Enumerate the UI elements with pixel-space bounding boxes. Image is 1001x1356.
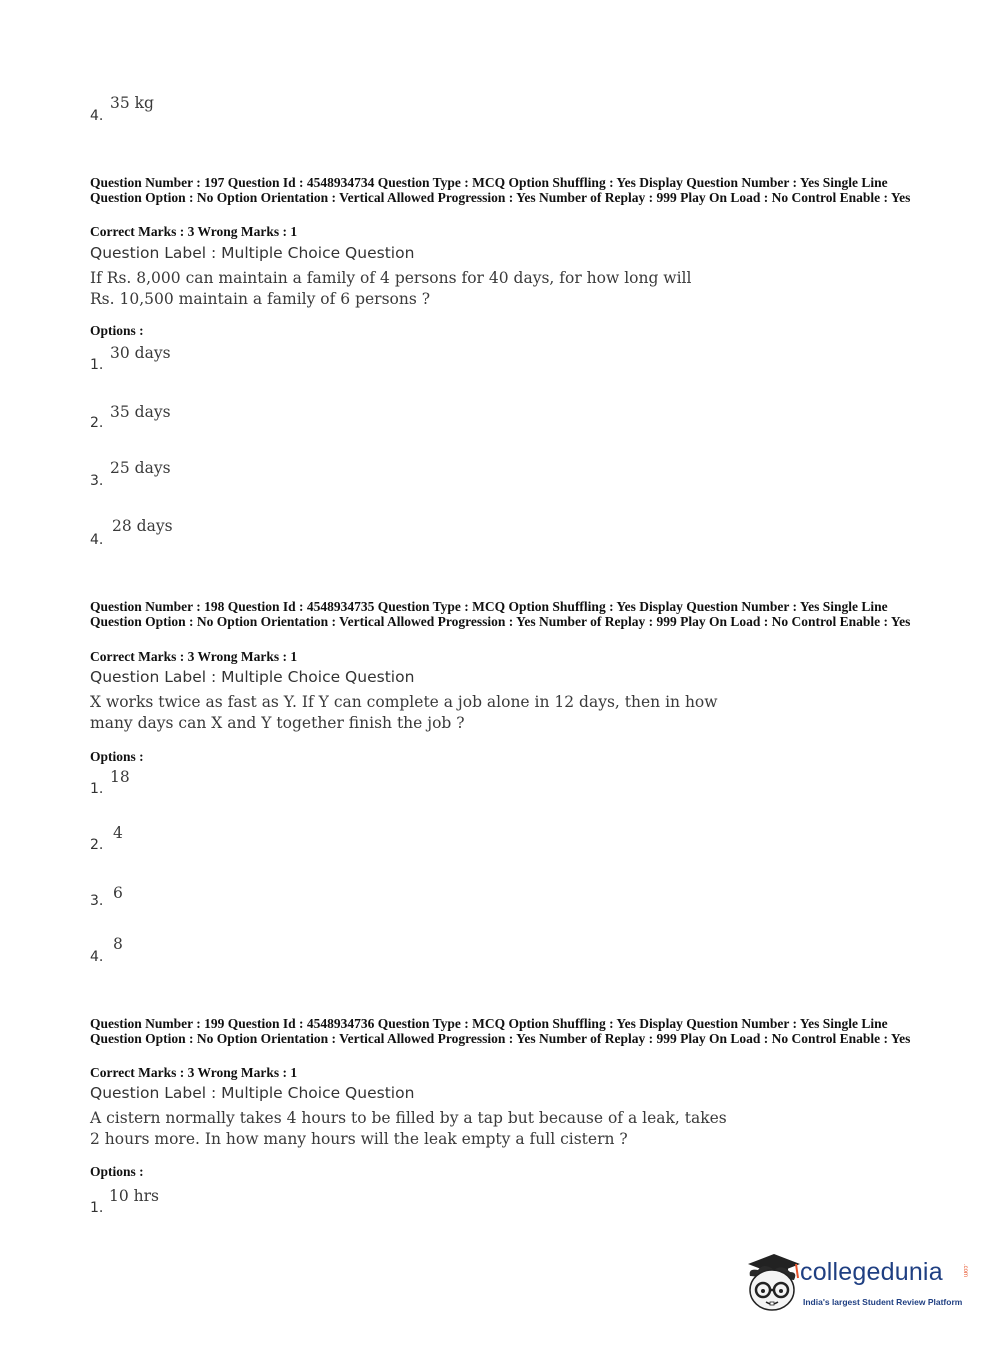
question-label: Question Label : Multiple Choice Question — [90, 244, 415, 262]
question-label: Question Label : Multiple Choice Question — [90, 1084, 415, 1102]
mascot-icon — [742, 1250, 802, 1316]
question-text-line: many days can X and Y together finish the job ? — [90, 714, 465, 732]
question-text — [90, 692, 730, 734]
option-number: 4. — [90, 949, 104, 965]
question-text-line: Rs. 10,500 maintain a family of 6 persons ? — [90, 290, 431, 308]
option-text: 8 — [113, 935, 123, 953]
option-text: 28 days — [112, 517, 173, 535]
question-marks: Correct Marks : 3 Wrong Marks : 1 — [90, 649, 298, 664]
logo-name: collegedunia — [800, 1258, 943, 1286]
option-number: 4. — [90, 108, 104, 124]
option-text: 25 days — [110, 459, 171, 477]
option-number: 3. — [90, 473, 104, 489]
option-text: 35 days — [110, 403, 171, 421]
option-number: 1. — [90, 357, 104, 373]
option-number: 1. — [90, 781, 104, 797]
option-text: 35 kg — [110, 94, 154, 112]
options-heading: Options : — [90, 1164, 144, 1179]
option-text: 6 — [113, 884, 123, 902]
question-meta: Question Number : 197 Question Id : 4548934734 Question Type : MCQ Option Shuffling : Yes Display Question Number : Yes Single Line Question Option : No Option Orientation : Vertical Allowed Progression : Yes Number of Replay : 999 Play On Load : No Control Enable : Yes — [90, 175, 911, 205]
logo-suffix: .com — [962, 1264, 968, 1278]
option-number: 4. — [90, 532, 104, 548]
option-number: 2. — [90, 837, 104, 853]
question-label: Question Label : Multiple Choice Question — [90, 668, 415, 686]
question-text-line: 2 hours more. In how many hours will the leak empty a full cistern ? — [90, 1130, 628, 1148]
option-number: 2. — [90, 415, 104, 431]
question-text-line: X works twice as fast as Y. If Y can complete a job alone in 12 days, then in how — [90, 693, 718, 711]
question-text — [90, 268, 730, 310]
collegedunia-logo — [742, 1250, 972, 1320]
option-number: 3. — [90, 893, 104, 909]
options-heading: Options : — [90, 323, 144, 338]
question-meta: Question Number : 198 Question Id : 4548934735 Question Type : MCQ Option Shuffling : Yes Display Question Number : Yes Single Line Question Option : No Option Orientation : Vertical Allowed Progression : Yes Number of Replay : 999 Play On Load : No Control Enable : Yes — [90, 599, 911, 629]
question-text — [90, 1108, 730, 1150]
question-marks: Correct Marks : 3 Wrong Marks : 1 — [90, 224, 298, 239]
option-text: 10 hrs — [109, 1187, 159, 1205]
options-heading: Options : — [90, 749, 144, 764]
option-text: 30 days — [110, 344, 171, 362]
option-text: 18 — [110, 768, 130, 786]
option-number: 1. — [90, 1200, 104, 1216]
option-text: 4 — [113, 824, 123, 842]
logo-tagline: India's largest Student Review Platform — [803, 1297, 963, 1307]
question-text-line: A cistern normally takes 4 hours to be filled by a tap but because of a leak, takes — [90, 1109, 727, 1127]
question-text-line: If Rs. 8,000 can maintain a family of 4 persons for 40 days, for how long will — [90, 269, 692, 287]
question-meta: Question Number : 199 Question Id : 4548934736 Question Type : MCQ Option Shuffling : Yes Display Question Number : Yes Single Line Question Option : No Option Orientation : Vertical Allowed Progression : Yes Number of Replay : 999 Play On Load : No Control Enable : Yes — [90, 1016, 911, 1046]
question-marks: Correct Marks : 3 Wrong Marks : 1 — [90, 1065, 298, 1080]
